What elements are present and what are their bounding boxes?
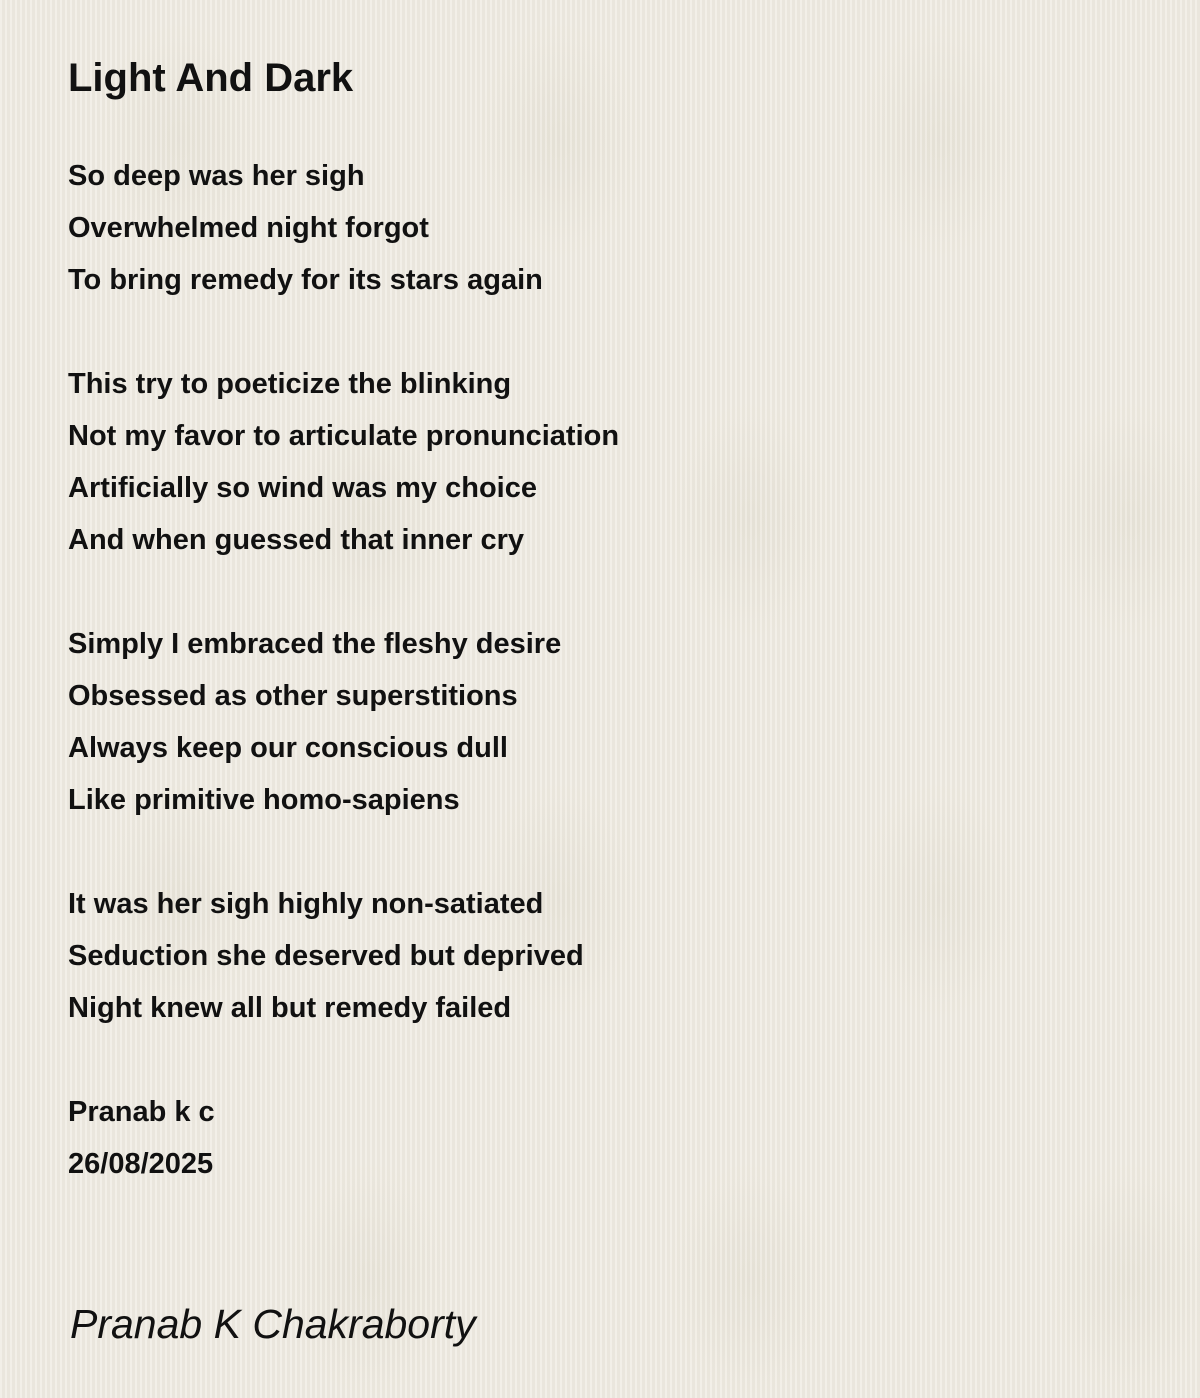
poem-line: Overwhelmed night forgot xyxy=(68,212,429,244)
poem-line: Seduction she deserved but deprived xyxy=(68,940,584,972)
author-signature: Pranab K Chakraborty xyxy=(70,1301,476,1347)
credit-date: 26/08/2025 xyxy=(68,1148,214,1180)
poem-line: Always keep our conscious dull xyxy=(68,732,508,764)
stanza-4 xyxy=(68,878,968,1034)
stanza-1 xyxy=(68,150,968,306)
poem-credit xyxy=(68,1086,968,1190)
poem-line: It was her sigh highly non-satiated xyxy=(68,888,544,920)
stanza-3 xyxy=(68,618,968,826)
poem-line: This try to poeticize the blinking xyxy=(68,368,512,400)
poem-line: To bring remedy for its stars again xyxy=(68,264,543,296)
credit-name: Pranab k c xyxy=(68,1096,215,1128)
poem-line: So deep was her sigh xyxy=(68,160,365,192)
poem-line: Obsessed as other superstitions xyxy=(68,680,518,712)
poem-line: Night knew all but remedy failed xyxy=(68,992,512,1024)
poem-line: Like primitive homo-sapiens xyxy=(68,784,460,816)
poem-body xyxy=(68,150,968,1242)
poem-line: And when guessed that inner cry xyxy=(68,524,525,556)
poem-title: Light And Dark xyxy=(68,56,354,100)
poem-line: Simply I embraced the fleshy desire xyxy=(68,628,562,660)
stanza-2 xyxy=(68,358,968,566)
poem-line: Not my favor to articulate pronunciation xyxy=(68,420,620,452)
poem-line: Artificially so wind was my choice xyxy=(68,472,537,504)
